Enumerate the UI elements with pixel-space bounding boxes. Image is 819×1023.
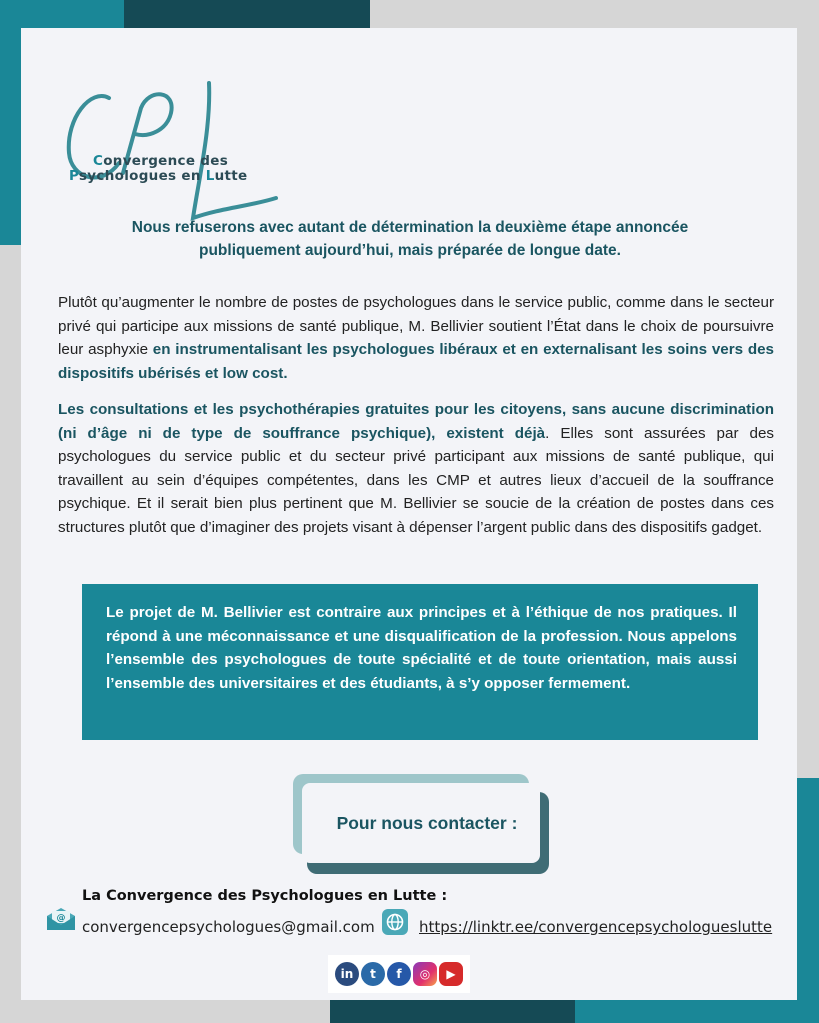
svg-text:@: @ [56,913,66,924]
bg-bottom-teal-block [575,1000,819,1023]
headline: Nous refuserons avec autant de détermination la deuxième étape annoncée publiquement aujourd’hui, mais préparée de longue date. [131,219,689,259]
instagram-icon[interactable]: ◎ [413,962,437,986]
linktree-link[interactable]: https://linktr.ee/convergencepsychologueslutte [419,918,773,936]
logo-initial-c: C [93,153,104,169]
bg-top-dark-block [124,0,370,30]
twitter-icon[interactable]: t [361,962,385,986]
facebook-icon[interactable]: f [387,962,411,986]
linkedin-icon[interactable]: in [335,962,359,986]
youtube-icon[interactable]: ▶ [439,962,463,986]
org-label: La Convergence des Psychologues en Lutte : [82,888,448,904]
globe-icon [382,909,408,935]
social-icons [328,955,470,993]
bg-bottom-right-block [797,778,819,1023]
email-link[interactable]: convergencepsychologues@gmail.com [82,918,375,936]
paragraph-1: Plutôt qu’augmenter le nombre de postes de psychologues dans le service public, comme dans le secteur privé qui participe aux missions de santé publique, M. Bellivier soutient l’État dans le choix de poursuivre leur asphyxie en instrumentalisant les psychologues libéraux et en externalisant les soins vers des dispositifs ubérisés et low cost. [58,294,774,382]
logo-initial-l: L [205,168,215,184]
logo-wordmark: Convergence des Psychologues en Lutte [69,153,248,184]
cpl-logo [61,68,291,233]
cpl-logo-swoosh-icon [61,68,291,233]
logo-initial-p: P [69,168,79,184]
paragraph-1-emphasis: en instrumentalisant les psychologues libéraux et en externalisant les soins vers des dispositifs ubérisés et low cost. [58,341,774,382]
callout-box: Le projet de M. Bellivier est contraire aux principes et à l’éthique de nos pratiques. Il répond à une méconnaissance et une disqualification de la profession. Nous appelons l’ensemble des psychologues de toute spécialité et de toute orientation, mais aussi l’ensemble des universitaires et des étudiants, à s’y opposer fermement. [82,584,758,740]
email-icon [45,906,77,932]
flyer-card [21,28,797,1000]
contact-button[interactable]: Pour nous contacter : [302,783,540,863]
paragraph-2: Les consultations et les psychothérapies gratuites pour les citoyens, sans aucune discrimination (ni d’âge ni de type de souffrance psychique), existent déjà. Elles sont assurées par des psychologues du service public et du secteur privé participant aux missions de santé publique, qui travaillent au sein d’équipes compétentes, dans les CMP et autres lieux d’accueil de la souffrance psychique. Et il serait bien plus pertinent que M. Bellivier se soucie de la création de postes dans ces structures plutôt que d’imaginer des projets visant à dépenser l’argent public dans des dispositifs gadget. [58,401,774,536]
bg-bottom-dark-block [330,1000,575,1023]
paragraph-2-emphasis: Les consultations et les psychothérapies gratuites pour les citoyens, sans aucune discrimination (ni d’âge ni de type de souffrance psychique), existent déjà [58,401,774,442]
